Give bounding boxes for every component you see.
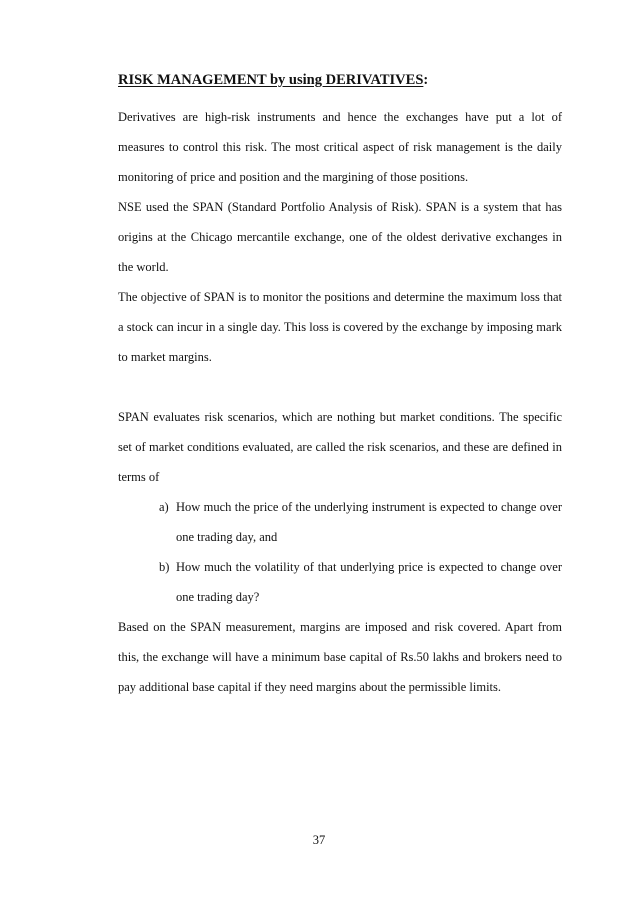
section-heading-title: RISK MANAGEMENT by using DERIVATIVES <box>118 72 424 88</box>
paragraph-derivatives-risk: Derivatives are high-risk instruments and hence the exchanges have put a lot of measures to control this risk. The most critical aspect of risk management is the daily monitoring of price and position and the margining of those positions. <box>118 110 562 184</box>
paragraph-span-objective: The objective of SPAN is to monitor the positions and determine the maximum loss that a stock can incur in a single day. This loss is covered by the exchange by imposing mark to market margins. <box>118 290 562 364</box>
list-marker: a) <box>159 500 169 514</box>
list-marker: b) <box>159 560 170 574</box>
page-number: 37 <box>312 833 326 847</box>
list-item-text: How much the volatility of that underlying price is expected to change over one trading day? <box>176 560 562 604</box>
list-item <box>118 552 562 612</box>
paragraph-nse-span: NSE used the SPAN (Standard Portfolio Analysis of Risk). SPAN is a system that has origins at the Chicago mercantile exchange, one of the oldest derivative exchanges in the world. <box>118 200 562 274</box>
paragraph-risk-scenarios: SPAN evaluates risk scenarios, which are nothing but market conditions. The specific set of market conditions evaluated, are called the risk scenarios, and these are defined in terms of <box>118 410 562 484</box>
paragraph-margins-capital: Based on the SPAN measurement, margins are imposed and risk covered. Apart from this, the exchange will have a minimum base capital of Rs.50 lakhs and brokers need to pay additional base capital if they need margins about the permissible limits. <box>118 620 562 694</box>
risk-scenario-list <box>118 492 562 612</box>
list-item <box>118 492 562 552</box>
section-heading-colon: : <box>423 72 429 88</box>
document-page <box>118 70 562 702</box>
list-item-text: How much the price of the underlying instrument is expected to change over one trading day, and <box>176 500 562 544</box>
section-heading <box>118 70 562 90</box>
